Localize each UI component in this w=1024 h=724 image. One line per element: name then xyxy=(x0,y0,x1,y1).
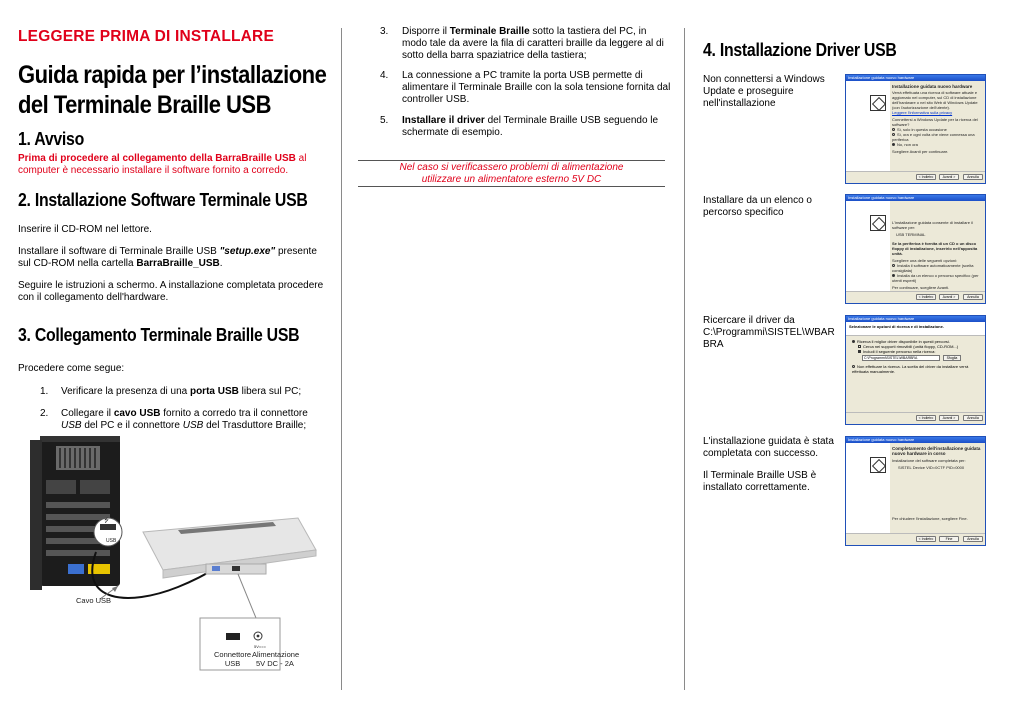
step-1-text xyxy=(61,386,301,398)
dialog-1-body xyxy=(892,84,982,154)
illu-small-label: 5V=== xyxy=(254,644,266,649)
section-2-p2 xyxy=(18,246,328,270)
step-4-text xyxy=(402,70,672,106)
step-5 xyxy=(380,115,670,139)
wizard-dialog-2 xyxy=(845,194,986,304)
dialog-2-footer xyxy=(846,291,985,303)
section-2-p3 xyxy=(18,280,328,304)
dialog-3-titlebar: Installazione guidata nuovo hardware xyxy=(846,316,985,322)
p2-c: presente xyxy=(275,246,317,257)
s1b: porta USB xyxy=(189,386,239,397)
s3c: sotto la tastiera del PC, in xyxy=(529,26,647,37)
next-button[interactable]: Avanti > xyxy=(939,294,959,300)
wizard-dialog-4 xyxy=(845,436,986,546)
option-once-label: Sì, solo in questa occasione xyxy=(897,127,947,132)
dialog-2-body xyxy=(892,220,982,290)
dialog-1-footer xyxy=(846,171,985,183)
dialog-4-device: SISTEL Device VID=0CTF PID=0000 xyxy=(898,465,965,470)
step-3-num: 3. xyxy=(380,26,389,37)
option-no[interactable] xyxy=(892,142,982,147)
back-button[interactable]: < Indietro xyxy=(916,536,936,542)
dialog-2-next-hint: Per continuare, scegliere Avanti. xyxy=(892,285,950,290)
setup-filename: "setup.exe" xyxy=(219,246,276,257)
next-button[interactable]: Avanti > xyxy=(939,174,959,180)
cable-arrow-head xyxy=(112,586,118,592)
folder-name: BarraBraille_USB xyxy=(136,258,220,269)
dialog-1-text: Verrà effettuata una ricerca di software attuale e aggiornato nel computer, sul CD di installazione dell'hardware o nel sito Web di Windows Update (con l'autorizzazione dell'utente). xyxy=(892,90,978,110)
driver-text-2: Installare da un elenco o percorso specifico xyxy=(703,195,812,218)
step-5-num: 5. xyxy=(380,115,389,126)
illu-usb-label: USB xyxy=(106,538,117,544)
note-line1: Nel caso si verificassero problemi di alimentazione xyxy=(399,162,624,173)
step-1 xyxy=(18,386,328,398)
back-button[interactable]: < Indietro xyxy=(916,294,936,300)
option-auto[interactable] xyxy=(892,263,982,273)
step-1-num: 1. xyxy=(40,386,49,397)
dialog-1-side xyxy=(846,81,890,171)
cancel-button[interactable]: Annulla xyxy=(963,294,983,300)
option-manual-choose-label: Non effettuare la ricerca. La scelta del driver da installare verrà effettuata manualmente. xyxy=(852,364,969,374)
hardware-icon xyxy=(870,215,886,231)
step-2-text xyxy=(61,408,331,432)
option-manual-label: Installa da un elenco o percorso specifico (per utenti esperti) xyxy=(892,273,979,283)
s2f: USB xyxy=(182,420,204,431)
section-1-warning xyxy=(18,153,328,177)
option-manual[interactable] xyxy=(892,273,982,283)
path-input[interactable]: C:\Programmi\SISTEL\WBARBRA xyxy=(862,355,940,361)
option-always-label: Sì, ora e ogni volta che viene connessa una periferica xyxy=(892,132,975,142)
s1c: libera sul PC; xyxy=(238,386,302,397)
path-row xyxy=(862,355,979,361)
dialog-4-text: Installazione del software completata per: xyxy=(892,458,966,463)
s4l1: La connessione a PC tramite la porta USB permette di xyxy=(402,70,643,81)
s3l3: sotto della barra spaziatrice della tastiera; xyxy=(402,50,587,61)
dialog-4-side xyxy=(846,443,890,533)
illu-connector-label: Connettore USB xyxy=(214,650,252,668)
p3-l1: Seguire le istruzioni a schermo. A installazione completata procedere xyxy=(18,280,324,291)
dialog-4-title: Completamento dell'installazione guidata nuovo hardware in corso xyxy=(892,446,981,456)
dialog-2-text: L'installazione guidata consente di installare il software per: xyxy=(892,220,973,230)
s2b: cavo USB xyxy=(113,408,161,419)
s2a: Collegare il xyxy=(61,408,114,419)
back-button[interactable]: < Indietro xyxy=(916,415,936,421)
wizard-dialog-1 xyxy=(845,74,986,184)
section-1-heading: 1. Avviso xyxy=(18,129,85,149)
dialog-4-finish-hint: Per chiudere l'installazione, scegliere Fine. xyxy=(892,516,968,521)
dialog-4-body xyxy=(892,446,982,521)
dialog-2-question: Scegliere una delle seguenti opzioni: xyxy=(892,258,958,263)
driver-text-1: Non connettersi a Windows Update e proseguire nell'installazione xyxy=(703,74,825,109)
divider-2 xyxy=(684,28,685,690)
s4l3: controller USB. xyxy=(402,94,470,105)
option-always[interactable] xyxy=(892,132,982,142)
section-3-heading: 3. Collegamento Terminale Braille USB xyxy=(18,325,300,345)
check-path-label: Includi il seguente percorso nella ricerca: xyxy=(863,349,936,354)
option-manual-choose[interactable] xyxy=(852,364,979,374)
dialog-3-body xyxy=(852,339,979,374)
s2d: USB xyxy=(61,420,82,431)
dialog-4-footer xyxy=(846,533,985,545)
dialog-3-title: Selezionare le opzioni di ricerca e di installazione. xyxy=(846,322,985,336)
p3-l2: con il collegamento dell'hardware. xyxy=(18,292,169,303)
option-auto-label: Installa il software automaticamente (scelta consigliata) xyxy=(892,263,974,273)
page-title-line2: del Terminale Braille USB xyxy=(18,91,271,119)
section-3-intro: Procedere come segue: xyxy=(18,363,125,374)
dialog-2-cd-hint: Se la periferica è fornita di un CD o un disco floppy di installazione, inserirlo nell'apposita unità. xyxy=(892,241,978,256)
s1a: Verificare la presenza di una xyxy=(61,386,190,397)
cancel-button[interactable]: Annulla xyxy=(963,415,983,421)
step-3 xyxy=(380,26,670,62)
p2-a: Installare il software di Terminale Braille USB xyxy=(18,246,220,257)
back-button[interactable]: < Indietro xyxy=(916,174,936,180)
dialog-1-question: Connettersi a Windows Update per la ricerca del software? xyxy=(892,117,978,127)
connection-diagram xyxy=(18,432,318,682)
s2c: fornito a corredo tra il connettore xyxy=(160,408,308,419)
section-4-heading: 4. Installazione Driver USB xyxy=(703,40,897,60)
step-2-num: 2. xyxy=(40,408,49,419)
browse-button[interactable]: Sfoglia xyxy=(943,355,961,361)
power-note xyxy=(358,160,665,187)
section-2-p1: Inserire il CD-ROM nel lettore. xyxy=(18,224,152,235)
s3a: Disporre il xyxy=(402,26,450,37)
cancel-button[interactable]: Annulla xyxy=(963,536,983,542)
option-search-label: Ricerca il miglior driver disponibile in questi percorsi. xyxy=(857,339,950,344)
divider-1 xyxy=(341,28,342,690)
hardware-icon xyxy=(870,95,886,111)
dialog-2-device: USB TERMINAL xyxy=(896,232,926,237)
connection-illustration xyxy=(18,432,318,682)
cancel-button[interactable]: Annulla xyxy=(963,174,983,180)
p2-f: . xyxy=(219,258,223,269)
s3b: Terminale Braille xyxy=(449,26,530,37)
check-path[interactable] xyxy=(858,349,979,354)
section-2-heading: 2. Installazione Software Terminale USB xyxy=(18,190,308,210)
dialog-2-titlebar: Installazione guidata nuovo hardware xyxy=(846,195,985,201)
s5b: del Terminale Braille USB seguendo le xyxy=(484,115,659,126)
warning-line2: computer è necessario installare il software fornito a corredo. xyxy=(18,165,289,176)
s5a: Installare il driver xyxy=(402,115,485,126)
privacy-link[interactable]: Leggere l'informativa sulla privacy xyxy=(892,110,953,115)
step-3-text xyxy=(402,26,672,62)
s5l2: schermate di esempio. xyxy=(402,127,503,138)
next-button[interactable]: Avanti > xyxy=(939,415,959,421)
page-title-line1: Guida rapida per l’installazione xyxy=(18,61,327,89)
s3l2: modo tale da avere la fila di caratteri braille da leggere al di xyxy=(402,38,664,49)
dialog-1-next-hint: Scegliere Avanti per continuare. xyxy=(892,149,949,154)
dialog-2-side xyxy=(846,201,890,291)
dialog-4-titlebar: Installazione guidata nuovo hardware xyxy=(846,437,985,443)
illu-power-label: Alimentazione xyxy=(252,650,300,659)
s2g: del Trasduttore Braille; xyxy=(203,420,307,431)
svg-text:⭍: ⭍ xyxy=(104,517,109,524)
illu-power-value: 5V DC - 2A xyxy=(256,659,294,668)
braille-terminal xyxy=(143,518,316,578)
dialog-1-titlebar: Installazione guidata nuovo hardware xyxy=(846,75,985,81)
dialog-1-title: Installazione guidata nuovo hardware xyxy=(892,84,973,89)
dialog-3-footer xyxy=(846,412,985,424)
step-4 xyxy=(380,70,670,106)
driver-text-4: L'installazione guidata è stata completata con successo. xyxy=(703,436,834,459)
note-line2: utilizzare un alimentatore esterno 5V DC xyxy=(421,174,602,185)
hardware-icon xyxy=(870,457,886,473)
warning-rest: al xyxy=(295,153,307,164)
warning-bold: Prima di procedere al collegamento della BarraBraille USB xyxy=(18,153,296,164)
warning-heading: LEGGERE PRIMA DI INSTALLARE xyxy=(18,28,274,45)
driver-text-3: Ricercare il driver da C:\Programmi\SISTEL\WBAR BRA xyxy=(703,315,835,350)
option-no-label: No, non ora xyxy=(897,142,918,147)
driver-text-5: Il Terminale Braille USB è installato correttamente. xyxy=(703,470,817,493)
check-removable-label: Cerca nei supporti rimovibili (unità floppy, CD-ROM...) xyxy=(863,344,959,349)
p2-d: sul CD-ROM nella cartella xyxy=(18,258,137,269)
step-4-num: 4. xyxy=(380,70,389,81)
illu-cable-label: Cavo USB xyxy=(76,596,112,605)
s2e: del PC e il connettore xyxy=(81,420,183,431)
pc-tower xyxy=(30,436,120,590)
step-5-text xyxy=(402,115,672,139)
step-2 xyxy=(18,408,328,432)
s4l2: alimentare il Terminale Braille con la sola tensione fornita dal xyxy=(402,82,671,93)
wizard-dialog-3 xyxy=(845,315,986,425)
finish-button[interactable]: Fine xyxy=(939,536,959,542)
